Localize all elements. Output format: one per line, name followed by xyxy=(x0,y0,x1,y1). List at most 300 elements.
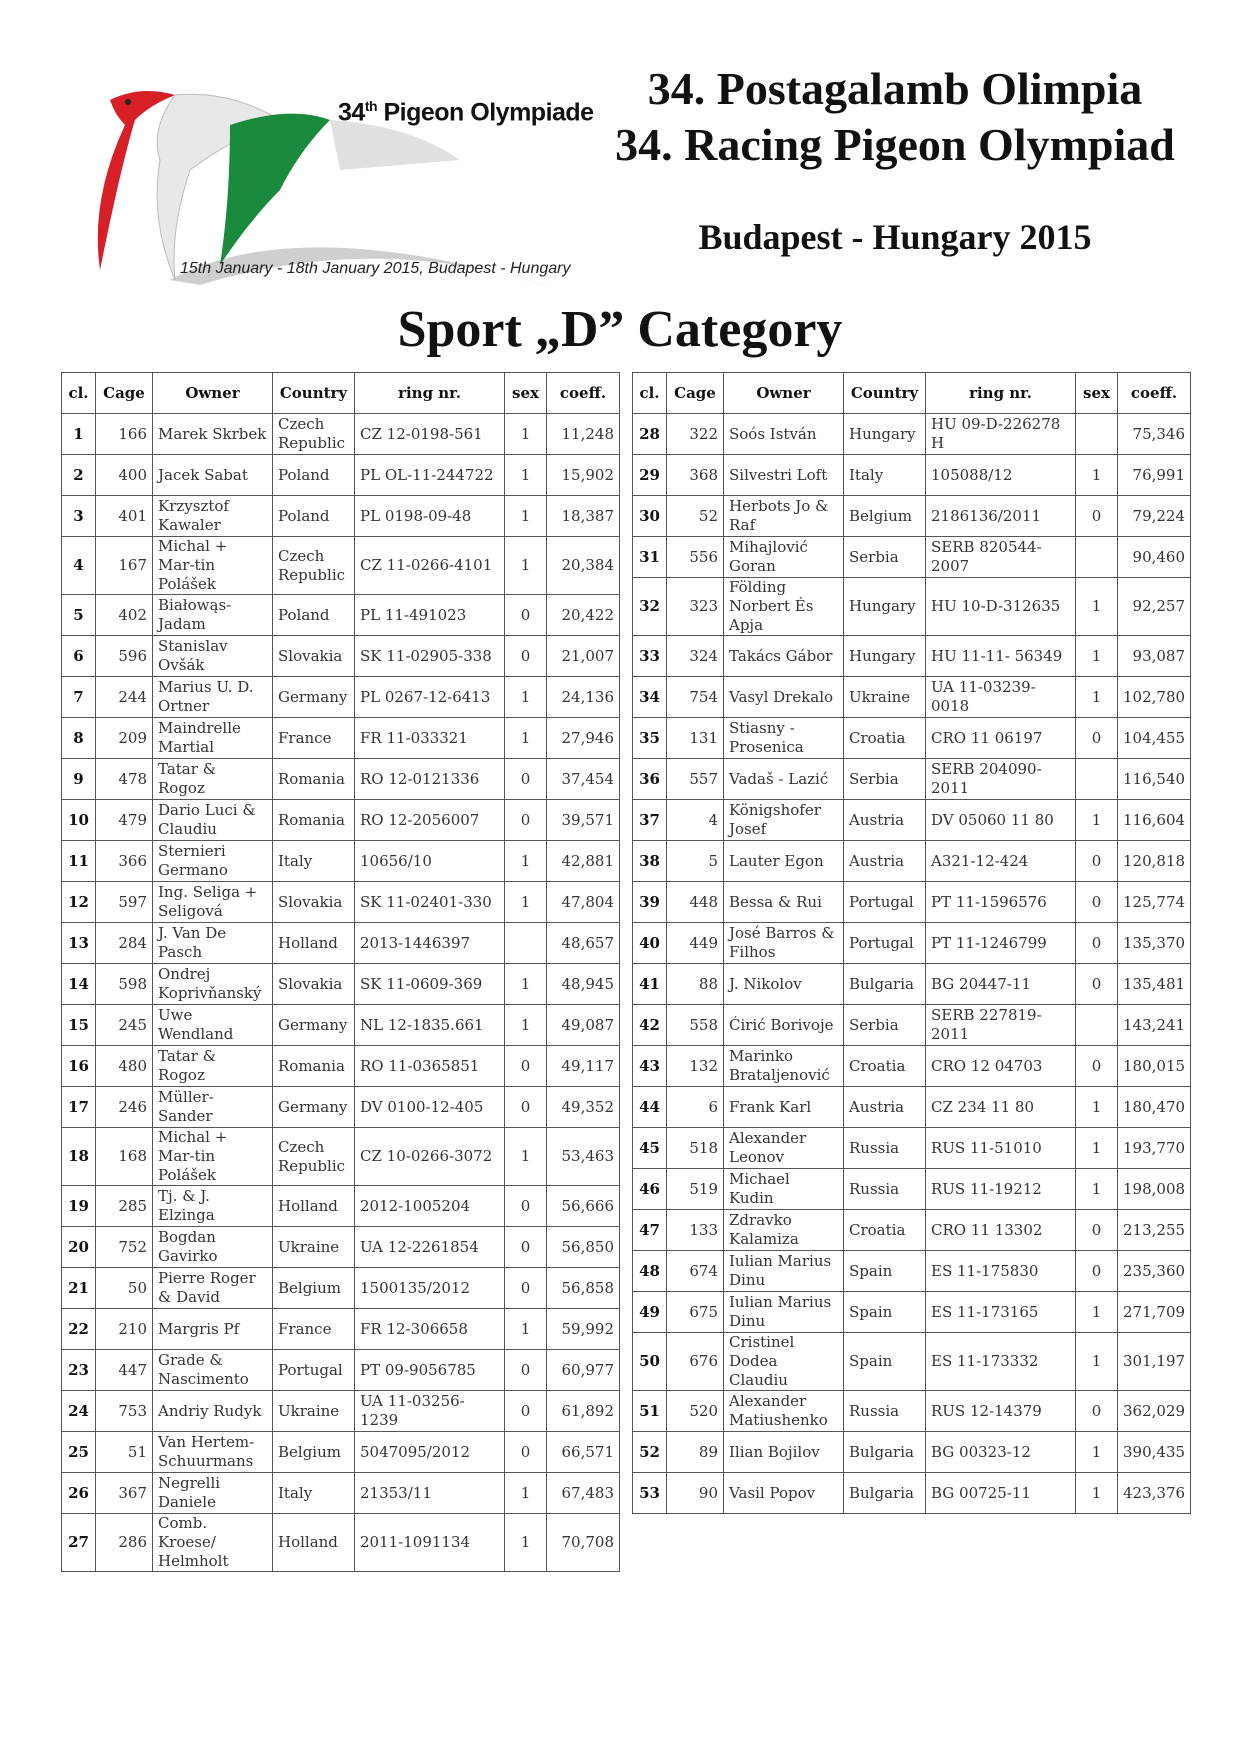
cell-cage: 88 xyxy=(667,964,724,1005)
cell-sex: 1 xyxy=(505,718,547,759)
cell-country: Belgium xyxy=(273,1432,355,1473)
cell-sex: 1 xyxy=(1076,800,1118,841)
table-row xyxy=(62,841,620,882)
cell-owner: Van Hertem-Schuurmans xyxy=(153,1432,273,1473)
cell-rank: 11 xyxy=(62,841,96,882)
table-row xyxy=(62,882,620,923)
col-header-owner: Owner xyxy=(724,373,844,414)
cell-sex: 1 xyxy=(1076,1432,1118,1473)
cell-ring-nr: UA 11-03239-0018 xyxy=(926,677,1076,718)
cell-owner: Bogdan Gavirko xyxy=(153,1227,273,1268)
cell-cage: 519 xyxy=(667,1169,724,1210)
cell-country: Slovakia xyxy=(273,964,355,1005)
results-table-left xyxy=(61,372,620,1572)
cell-sex: 1 xyxy=(1076,1087,1118,1128)
cell-rank: 50 xyxy=(633,1333,667,1391)
cell-country: Italy xyxy=(273,1473,355,1514)
cell-sex xyxy=(505,923,547,964)
cell-coeff: 135,481 xyxy=(1118,964,1191,1005)
cell-cage: 598 xyxy=(96,964,153,1005)
cell-rank: 44 xyxy=(633,1087,667,1128)
cell-coeff: 49,352 xyxy=(547,1087,620,1128)
cell-country: Poland xyxy=(273,455,355,496)
cell-owner: Takács Gábor xyxy=(724,636,844,677)
col-header-cl: cl. xyxy=(633,373,667,414)
cell-sex xyxy=(1076,759,1118,800)
cell-owner: Jacek Sabat xyxy=(153,455,273,496)
cell-coeff: 48,657 xyxy=(547,923,620,964)
cell-owner: Müller-Sander xyxy=(153,1087,273,1128)
cell-coeff: 59,992 xyxy=(547,1309,620,1350)
cell-rank: 3 xyxy=(62,496,96,537)
cell-sex: 1 xyxy=(505,455,547,496)
cell-coeff: 39,571 xyxy=(547,800,620,841)
table-row xyxy=(633,841,1191,882)
cell-cage: 752 xyxy=(96,1227,153,1268)
cell-country: Holland xyxy=(273,923,355,964)
cell-rank: 7 xyxy=(62,677,96,718)
cell-coeff: 24,136 xyxy=(547,677,620,718)
col-header-country: Country xyxy=(844,373,926,414)
table-row xyxy=(633,414,1191,455)
cell-rank: 41 xyxy=(633,964,667,1005)
col-header-ring: ring nr. xyxy=(926,373,1076,414)
cell-sex: 1 xyxy=(1076,1292,1118,1333)
cell-country: Croatia xyxy=(844,718,926,759)
table-row xyxy=(633,578,1191,636)
cell-ring-nr: BG 00323-12 xyxy=(926,1432,1076,1473)
cell-sex: 0 xyxy=(505,1350,547,1391)
cell-rank: 52 xyxy=(633,1432,667,1473)
cell-ring-nr: CZ 11-0266-4101 xyxy=(355,537,505,595)
cell-coeff: 235,360 xyxy=(1118,1251,1191,1292)
cell-rank: 10 xyxy=(62,800,96,841)
table-row xyxy=(62,414,620,455)
cell-country: Holland xyxy=(273,1186,355,1227)
cell-rank: 23 xyxy=(62,1350,96,1391)
table-row xyxy=(633,718,1191,759)
cell-cage: 597 xyxy=(96,882,153,923)
table-row xyxy=(633,537,1191,578)
cell-owner: Pierre Roger & David xyxy=(153,1268,273,1309)
cell-coeff: 47,804 xyxy=(547,882,620,923)
cell-rank: 35 xyxy=(633,718,667,759)
cell-country: Slovakia xyxy=(273,882,355,923)
cell-owner: Vasil Popov xyxy=(724,1473,844,1514)
cell-owner: Alexander Matiushenko xyxy=(724,1391,844,1432)
event-subtitle: Budapest - Hungary 2015 xyxy=(698,217,1092,257)
cell-rank: 21 xyxy=(62,1268,96,1309)
olympiad-logo xyxy=(80,80,600,310)
cell-rank: 9 xyxy=(62,759,96,800)
cell-country: Serbia xyxy=(844,1005,926,1046)
cell-ring-nr: PL 11-491023 xyxy=(355,595,505,636)
cell-cage: 285 xyxy=(96,1186,153,1227)
cell-sex: 0 xyxy=(1076,1391,1118,1432)
cell-country: Germany xyxy=(273,1005,355,1046)
cell-ring-nr: BG 00725-11 xyxy=(926,1473,1076,1514)
cell-ring-nr: NL 12-1835.661 xyxy=(355,1005,505,1046)
cell-sex: 0 xyxy=(505,636,547,677)
table-row xyxy=(633,1473,1191,1514)
cell-country: Italy xyxy=(844,455,926,496)
table-row xyxy=(633,1005,1191,1046)
cell-owner: Iulian Marius Dinu xyxy=(724,1292,844,1333)
cell-sex: 0 xyxy=(1076,1210,1118,1251)
cell-cage: 753 xyxy=(96,1391,153,1432)
cell-coeff: 271,709 xyxy=(1118,1292,1191,1333)
cell-rank: 48 xyxy=(633,1251,667,1292)
cell-owner: Bessa & Rui xyxy=(724,882,844,923)
cell-country: Hungary xyxy=(844,636,926,677)
cell-coeff: 11,248 xyxy=(547,414,620,455)
cell-owner: Dario Luci & Claudiu xyxy=(153,800,273,841)
cell-country: France xyxy=(273,1309,355,1350)
cell-country: Ukraine xyxy=(844,677,926,718)
cell-cage: 209 xyxy=(96,718,153,759)
cell-rank: 40 xyxy=(633,923,667,964)
table-header-row xyxy=(633,373,1191,414)
cell-ring-nr: CRO 11 06197 xyxy=(926,718,1076,759)
cell-cage: 245 xyxy=(96,1005,153,1046)
cell-cage: 4 xyxy=(667,800,724,841)
cell-country: Russia xyxy=(844,1391,926,1432)
table-row xyxy=(633,455,1191,496)
cell-rank: 22 xyxy=(62,1309,96,1350)
cell-ring-nr: 5047095/2012 xyxy=(355,1432,505,1473)
cell-sex: 0 xyxy=(1076,923,1118,964)
cell-sex: 0 xyxy=(505,800,547,841)
table-row xyxy=(62,1473,620,1514)
cell-owner: Földing Norbert És Apja xyxy=(724,578,844,636)
cell-owner: Marius U. D. Ortner xyxy=(153,677,273,718)
cell-sex: 0 xyxy=(505,1268,547,1309)
cell-ring-nr: HU 11-11- 56349 xyxy=(926,636,1076,677)
cell-owner: J. Nikolov xyxy=(724,964,844,1005)
cell-sex: 1 xyxy=(505,1128,547,1186)
cell-coeff: 60,977 xyxy=(547,1350,620,1391)
table-row xyxy=(62,537,620,595)
title-english: 34. Racing Pigeon Olympiad xyxy=(615,119,1175,170)
table-row xyxy=(633,759,1191,800)
cell-rank: 19 xyxy=(62,1186,96,1227)
cell-coeff: 116,604 xyxy=(1118,800,1191,841)
cell-country: Ukraine xyxy=(273,1391,355,1432)
col-header-coeff: coeff. xyxy=(1118,373,1191,414)
cell-cage: 676 xyxy=(667,1333,724,1391)
cell-coeff: 21,007 xyxy=(547,636,620,677)
cell-rank: 31 xyxy=(633,537,667,578)
cell-cage: 449 xyxy=(667,923,724,964)
cell-owner: Margris Pf xyxy=(153,1309,273,1350)
cell-country: Spain xyxy=(844,1251,926,1292)
cell-coeff: 104,455 xyxy=(1118,718,1191,759)
cell-cage: 167 xyxy=(96,537,153,595)
cell-ring-nr: UA 11-03256-1239 xyxy=(355,1391,505,1432)
cell-cage: 51 xyxy=(96,1432,153,1473)
cell-cage: 323 xyxy=(667,578,724,636)
cell-country: Croatia xyxy=(844,1210,926,1251)
cell-ring-nr: RUS 11-19212 xyxy=(926,1169,1076,1210)
cell-ring-nr: RO 12-2056007 xyxy=(355,800,505,841)
cell-sex: 1 xyxy=(505,1309,547,1350)
cell-coeff: 390,435 xyxy=(1118,1432,1191,1473)
cell-cage: 50 xyxy=(96,1268,153,1309)
cell-ring-nr: PL OL-11-244722 xyxy=(355,455,505,496)
cell-cage: 518 xyxy=(667,1128,724,1169)
cell-coeff: 61,892 xyxy=(547,1391,620,1432)
cell-ring-nr: CRO 12 04703 xyxy=(926,1046,1076,1087)
cell-country: Russia xyxy=(844,1169,926,1210)
cell-rank: 20 xyxy=(62,1227,96,1268)
cell-ring-nr: SK 11-0609-369 xyxy=(355,964,505,1005)
cell-ring-nr: SK 11-02905-338 xyxy=(355,636,505,677)
col-header-sex: sex xyxy=(1076,373,1118,414)
cell-country: France xyxy=(273,718,355,759)
cell-ring-nr: CZ 10-0266-3072 xyxy=(355,1128,505,1186)
table-row xyxy=(62,455,620,496)
table-row xyxy=(62,1309,620,1350)
cell-cage: 210 xyxy=(96,1309,153,1350)
cell-ring-nr: CZ 234 11 80 xyxy=(926,1087,1076,1128)
cell-cage: 246 xyxy=(96,1087,153,1128)
cell-owner: Maindrelle Martial xyxy=(153,718,273,759)
cell-rank: 42 xyxy=(633,1005,667,1046)
cell-cage: 5 xyxy=(667,841,724,882)
cell-sex: 0 xyxy=(1076,964,1118,1005)
cell-sex: 0 xyxy=(505,1087,547,1128)
cell-ring-nr: RUS 12-14379 xyxy=(926,1391,1076,1432)
cell-owner: Michal + Mar-tin Polášek xyxy=(153,1128,273,1186)
title-hungarian: 34. Postagalamb Olimpia xyxy=(647,63,1143,114)
cell-cage: 131 xyxy=(667,718,724,759)
cell-coeff: 423,376 xyxy=(1118,1473,1191,1514)
col-header-cl: cl. xyxy=(62,373,96,414)
cell-ring-nr: ES 11-175830 xyxy=(926,1251,1076,1292)
cell-sex: 1 xyxy=(1076,1473,1118,1514)
cell-coeff: 53,463 xyxy=(547,1128,620,1186)
cell-coeff: 49,117 xyxy=(547,1046,620,1087)
table-row xyxy=(62,677,620,718)
cell-ring-nr: SERB 204090-2011 xyxy=(926,759,1076,800)
cell-owner: Ćirić Borivoje xyxy=(724,1005,844,1046)
cell-owner: Krzysztof Kawaler xyxy=(153,496,273,537)
cell-country: Poland xyxy=(273,595,355,636)
cell-sex xyxy=(1076,1005,1118,1046)
cell-sex: 1 xyxy=(505,1473,547,1514)
table-row xyxy=(62,1391,620,1432)
cell-owner: Stanislav Ovšák xyxy=(153,636,273,677)
cell-owner: Ilian Bojilov xyxy=(724,1432,844,1473)
cell-ring-nr: CRO 11 13302 xyxy=(926,1210,1076,1251)
cell-sex: 1 xyxy=(505,841,547,882)
cell-owner: Vadaš - Lazić xyxy=(724,759,844,800)
cell-sex: 0 xyxy=(505,1227,547,1268)
col-header-owner: Owner xyxy=(153,373,273,414)
cell-owner: Marek Skrbek xyxy=(153,414,273,455)
cell-ring-nr: UA 12-2261854 xyxy=(355,1227,505,1268)
table-row xyxy=(633,636,1191,677)
cell-owner: Stiasny - Prosenica xyxy=(724,718,844,759)
cell-cage: 324 xyxy=(667,636,724,677)
cell-owner: Białowąs-Jadam xyxy=(153,595,273,636)
cell-sex: 0 xyxy=(1076,496,1118,537)
cell-country: Germany xyxy=(273,677,355,718)
table-row xyxy=(633,1087,1191,1128)
cell-rank: 13 xyxy=(62,923,96,964)
cell-sex: 0 xyxy=(1076,841,1118,882)
cell-cage: 400 xyxy=(96,455,153,496)
cell-ring-nr: 21353/11 xyxy=(355,1473,505,1514)
cell-sex: 1 xyxy=(1076,636,1118,677)
cell-sex: 0 xyxy=(1076,1251,1118,1292)
cell-sex xyxy=(1076,537,1118,578)
cell-cage: 675 xyxy=(667,1292,724,1333)
cell-rank: 12 xyxy=(62,882,96,923)
cell-cage: 402 xyxy=(96,595,153,636)
cell-rank: 28 xyxy=(633,414,667,455)
cell-ring-nr: RO 11-0365851 xyxy=(355,1046,505,1087)
cell-country: Poland xyxy=(273,496,355,537)
cell-country: Russia xyxy=(844,1128,926,1169)
cell-ring-nr: 2186136/2011 xyxy=(926,496,1076,537)
cell-cage: 286 xyxy=(96,1514,153,1572)
table-header-row xyxy=(62,373,620,414)
cell-country: Germany xyxy=(273,1087,355,1128)
cell-owner: Tatar & Rogoz xyxy=(153,759,273,800)
cell-owner: Silvestri Loft xyxy=(724,455,844,496)
cell-country: Italy xyxy=(273,841,355,882)
cell-coeff: 180,470 xyxy=(1118,1087,1191,1128)
cell-sex: 0 xyxy=(505,759,547,800)
table-row xyxy=(633,1333,1191,1391)
table-row xyxy=(633,923,1191,964)
cell-country: Croatia xyxy=(844,1046,926,1087)
table-row xyxy=(62,1227,620,1268)
cell-rank: 25 xyxy=(62,1432,96,1473)
cell-country: Belgium xyxy=(273,1268,355,1309)
cell-coeff: 116,540 xyxy=(1118,759,1191,800)
cell-coeff: 20,384 xyxy=(547,537,620,595)
cell-ring-nr: ES 11-173165 xyxy=(926,1292,1076,1333)
cell-ring-nr: PL 0198-09-48 xyxy=(355,496,505,537)
cell-sex: 1 xyxy=(505,496,547,537)
cell-coeff: 67,483 xyxy=(547,1473,620,1514)
cell-owner: Zdravko Kalamiza xyxy=(724,1210,844,1251)
cell-cage: 284 xyxy=(96,923,153,964)
table-row xyxy=(62,1186,620,1227)
cell-cage: 52 xyxy=(667,496,724,537)
cell-ring-nr: 10656/10 xyxy=(355,841,505,882)
cell-country: Spain xyxy=(844,1333,926,1391)
cell-ring-nr: A321-12-424 xyxy=(926,841,1076,882)
table-row xyxy=(633,1210,1191,1251)
cell-coeff: 70,708 xyxy=(547,1514,620,1572)
logo-dates: 15th January - 18th January 2015, Budapest - Hungary xyxy=(180,260,571,277)
cell-country: Portugal xyxy=(844,882,926,923)
cell-rank: 45 xyxy=(633,1128,667,1169)
cell-ring-nr: SK 11-02401-330 xyxy=(355,882,505,923)
cell-cage: 596 xyxy=(96,636,153,677)
cell-cage: 558 xyxy=(667,1005,724,1046)
cell-rank: 16 xyxy=(62,1046,96,1087)
cell-sex: 1 xyxy=(505,537,547,595)
cell-coeff: 20,422 xyxy=(547,595,620,636)
cell-owner: Alexander Leonov xyxy=(724,1128,844,1169)
cell-rank: 51 xyxy=(633,1391,667,1432)
cell-rank: 38 xyxy=(633,841,667,882)
cell-country: Bulgaria xyxy=(844,1432,926,1473)
logo-brand: 34th Pigeon Olympiade xyxy=(338,98,594,127)
cell-country: Austria xyxy=(844,800,926,841)
cell-coeff: 362,029 xyxy=(1118,1391,1191,1432)
cell-coeff: 56,858 xyxy=(547,1268,620,1309)
cell-coeff: 135,370 xyxy=(1118,923,1191,964)
results-table-right xyxy=(632,372,1191,1514)
cell-coeff: 37,454 xyxy=(547,759,620,800)
cell-owner: Königshofer Josef xyxy=(724,800,844,841)
cell-rank: 43 xyxy=(633,1046,667,1087)
table-row xyxy=(633,1251,1191,1292)
cell-cage: 557 xyxy=(667,759,724,800)
cell-ring-nr: HU 09-D-226278 H xyxy=(926,414,1076,455)
cell-owner: J. Van De Pasch xyxy=(153,923,273,964)
cell-country: Bulgaria xyxy=(844,964,926,1005)
cell-coeff: 49,087 xyxy=(547,1005,620,1046)
cell-cage: 368 xyxy=(667,455,724,496)
table-row xyxy=(62,718,620,759)
cell-sex: 1 xyxy=(505,964,547,1005)
cell-coeff: 213,255 xyxy=(1118,1210,1191,1251)
cell-cage: 168 xyxy=(96,1128,153,1186)
cell-coeff: 27,946 xyxy=(547,718,620,759)
cell-cage: 322 xyxy=(667,414,724,455)
cell-coeff: 18,387 xyxy=(547,496,620,537)
cell-owner: Frank Karl xyxy=(724,1087,844,1128)
cell-ring-nr: BG 20447-11 xyxy=(926,964,1076,1005)
table-row xyxy=(633,1128,1191,1169)
cell-cage: 674 xyxy=(667,1251,724,1292)
cell-ring-nr: 2012-1005204 xyxy=(355,1186,505,1227)
cell-ring-nr: PT 09-9056785 xyxy=(355,1350,505,1391)
cell-rank: 30 xyxy=(633,496,667,537)
cell-coeff: 198,008 xyxy=(1118,1169,1191,1210)
cell-country: Czech Republic xyxy=(273,1128,355,1186)
cell-owner: Andriy Rudyk xyxy=(153,1391,273,1432)
cell-sex xyxy=(1076,414,1118,455)
cell-cage: 520 xyxy=(667,1391,724,1432)
cell-rank: 24 xyxy=(62,1391,96,1432)
cell-sex: 1 xyxy=(1076,578,1118,636)
cell-ring-nr: CZ 12-0198-561 xyxy=(355,414,505,455)
cell-owner: Mihajlović Goran xyxy=(724,537,844,578)
cell-rank: 15 xyxy=(62,1005,96,1046)
cell-cage: 6 xyxy=(667,1087,724,1128)
cell-coeff: 301,197 xyxy=(1118,1333,1191,1391)
table-row xyxy=(633,800,1191,841)
cell-coeff: 66,571 xyxy=(547,1432,620,1473)
cell-cage: 366 xyxy=(96,841,153,882)
cell-cage: 367 xyxy=(96,1473,153,1514)
cell-cage: 754 xyxy=(667,677,724,718)
cell-sex: 0 xyxy=(505,1186,547,1227)
cell-sex: 1 xyxy=(505,1005,547,1046)
cell-ring-nr: RUS 11-51010 xyxy=(926,1128,1076,1169)
cell-coeff: 143,241 xyxy=(1118,1005,1191,1046)
cell-owner: Iulian Marius Dinu xyxy=(724,1251,844,1292)
cell-coeff: 42,881 xyxy=(547,841,620,882)
cell-sex: 0 xyxy=(1076,1046,1118,1087)
